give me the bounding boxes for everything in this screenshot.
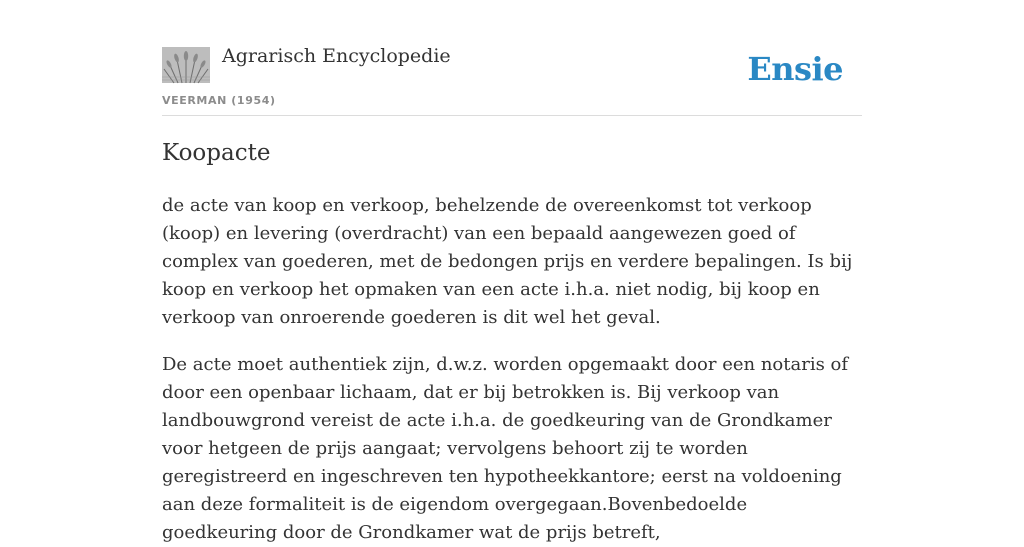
ensie-brand-logo[interactable]: Ensie: [747, 50, 843, 88]
publication-title[interactable]: Agrarisch Encyclopedie: [222, 45, 451, 67]
entry-paragraph: de acte van koop en verkoop, behelzende de overeenkomst tot verkoop (koop) en levering (overdracht) van een bepaald aangewezen goed of complex van goederen, met de bedongen prijs en verdere bepalingen. Is bij koop en verkoop het opmaken van een acte i.h.a. niet nodig, bij koop en verkoop van onroerende goederen is dit wel het geval.: [162, 195, 853, 328]
wheat-engraving-logo-icon[interactable]: [162, 47, 210, 83]
publication-author-year: VEERMAN (1954): [162, 94, 276, 107]
publication-header: [162, 0, 862, 116]
entry-title: Koopacte: [162, 140, 271, 166]
content-container: [162, 0, 862, 543]
entry-paragraph: De acte moet authentiek zijn, d.w.z. worden opgemaakt door een notaris of door een openbaar lichaam, dat er bij betrokken is. Bij verkoop van landbouwgrond vereist de acte i.h.a. de goedkeuring van de Grondkamer voor hetgeen de prijs aangaat; vervolgens behoort zij te worden geregistreerd en ingeschreven ten hypotheekkantore; eerst na voldoening aan deze formaliteit is de eigendom overgegaan.Bovenbedoelde goedkeuring door de Grondkamer wat de prijs betreft,: [162, 354, 849, 543]
